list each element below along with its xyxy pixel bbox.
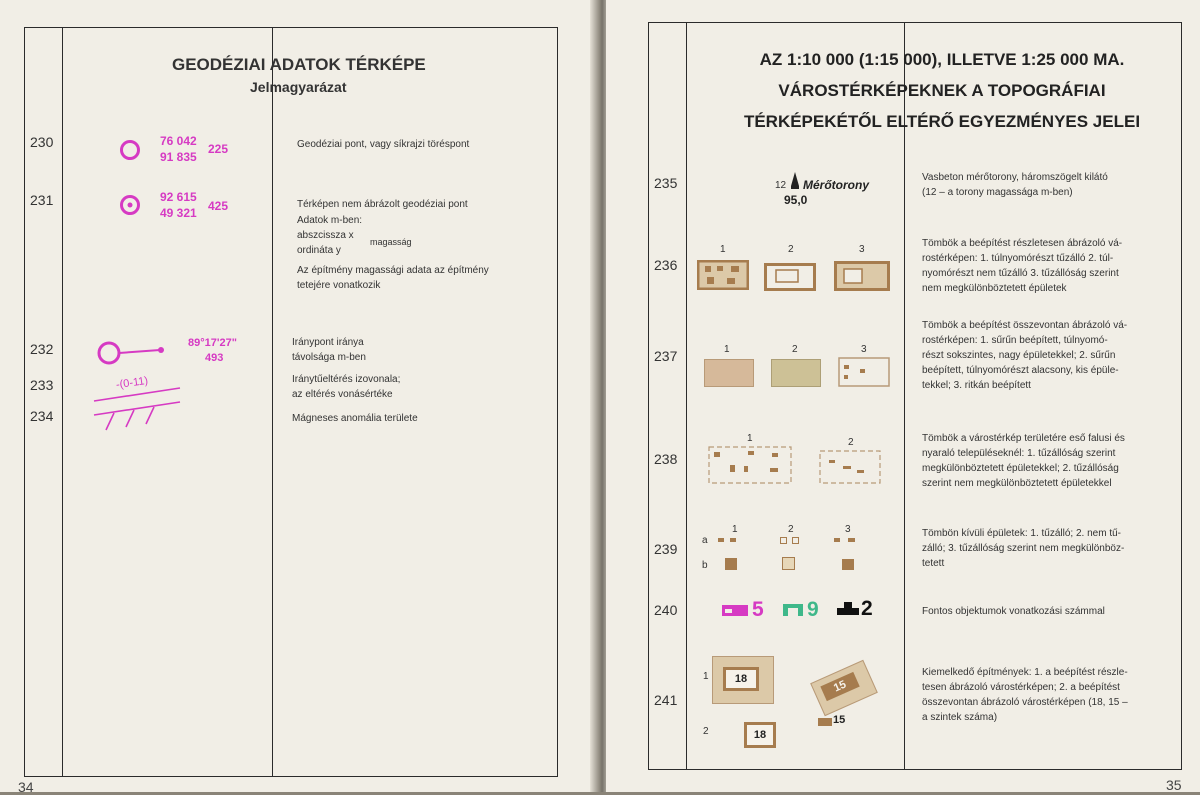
landmark-block-icon [712,656,774,704]
row-description: nyomórészt nem tűzálló 3. tűzállóság szerint [922,268,1119,279]
symbol-label: 1 [732,524,738,535]
landmark-value: 18 [723,667,759,691]
row-description: Az építmény magassági adata az építmény [297,265,489,276]
row-description: az eltérés vonásértéke [292,389,393,400]
row-number: 240 [654,602,678,618]
row-description: Iránytűeltérés izovonala; [292,374,401,385]
symbol-label: 3 [845,524,851,535]
page-title: GEODÉZIAI ADATOK TÉRKÉPE [172,55,426,74]
row-number: 236 [654,257,678,273]
row-number: 231 [30,192,54,208]
row-description: összevontan ábrázoló várostérképen (18, 15 – [922,697,1128,708]
row-description: Térképen nem ábrázolt geodéziai pont [297,199,468,210]
left-column-divider [62,27,63,777]
building-icon [848,538,855,542]
row-description: a szintek száma) [922,712,998,723]
coord-y: 91 835 [160,150,197,164]
row-description: megkülönböztetett épületekkel; 2. tűzállóság [922,463,1119,474]
row-description: szerint nem megkülönböztetett épületekkel [922,478,1112,489]
magenta-object-icon [722,603,750,617]
symbol-label: 1 [720,244,726,255]
row-description: Kiemelkedő építmények: 1. a beépítést részle- [922,667,1128,678]
page-number: 34 [18,779,34,795]
unmapped-geodetic-point-icon [118,193,142,217]
symbol-label: 2 [848,437,854,448]
tower-name: Mérőtorony [803,178,869,192]
row-description: zálló; 3. tűzállóság szerint nem megkülönböz- [922,543,1125,554]
row-description: rostérképen: 1. sűrűn beépített, túlnyomó- [922,335,1108,346]
building-icon [818,718,832,726]
object-number: 5 [752,598,764,621]
coord-x: 76 042 [160,134,197,148]
symbol-label: 1 [747,433,753,444]
coord-x: 92 615 [160,190,197,204]
row-description: (12 – a torony magassága m-ben) [922,187,1073,198]
row-number: 239 [654,541,678,557]
building-icon [725,558,737,570]
building-icon [834,538,840,542]
row-number: 232 [30,341,54,357]
right-page [606,0,1200,792]
building-icon [842,559,854,570]
dense-highrise-block-icon [704,359,754,387]
symbol-label: 2 [788,524,794,535]
landmark-value: 15 [833,714,846,726]
row-description: tetejére vonatkozik [297,280,381,291]
direction-distance: 493 [205,352,224,364]
building-icon [730,538,736,542]
page-subtitle: Jelmagyarázat [250,79,347,95]
block-nonfireproof-icon [764,263,816,291]
row-description: részt sokszintes, nagy épületekkel; 2. sűrűn [922,350,1116,361]
building-icon [718,538,724,542]
height-value: 425 [208,199,229,213]
symbol-label: 1 [703,671,709,682]
row-description: Tömbön kívüli épületek: 1. tűzálló; 2. nem tű- [922,528,1121,539]
black-object-icon [837,600,861,616]
direction-point-icon [96,340,168,366]
row-description: abszcissza x [297,230,354,241]
row-number: 238 [654,451,678,467]
object-number: 2 [861,597,873,620]
direction-angle: 89°17'27" [188,337,237,349]
tower-height: 12 [775,180,787,191]
symbol-label: 1 [724,344,730,355]
coord-y: 49 321 [160,206,197,220]
village-block-mixed-icon [819,450,881,484]
row-description: beépített, túlnyomórészt alacsony, kis épüle- [922,365,1119,376]
row-description: Tömbök a várostérkép területére eső falusi és [922,433,1125,444]
row-description: rostérképen: 1. túlnyomórészt tűzálló 2. túl- [922,253,1114,264]
row-number: 234 [30,408,54,424]
row-number: 241 [654,692,678,708]
row-description: Vasbeton mérőtorony, háromszögelt kilátó [922,172,1108,183]
dense-lowrise-block-icon [771,359,821,387]
row-description: Tömbök a beépítést részletesen ábrázoló vá- [922,238,1123,249]
row-description: Tömbök a beépítést összevontan ábrázoló vá- [922,320,1128,331]
row-letter: b [702,560,708,571]
sparse-block-icon [838,357,890,387]
symbol-label: 2 [703,726,709,737]
magnetic-anomaly-icon [92,398,184,434]
row-description: Mágneses anomália területe [292,413,418,424]
symbol-label: 2 [792,344,798,355]
row-description: távolsága m-ben [292,352,366,363]
tower-elevation: 95,0 [784,193,808,207]
symbol-label: 2 [788,244,794,255]
symbol-label: 3 [859,244,865,255]
block-mixed-icon [834,261,890,291]
row-description: tesen ábrázoló várostérképen; 2. a beépítést [922,682,1120,693]
building-icon [792,537,799,544]
height-value: 225 [208,142,229,156]
isoline-label: -(0-11) [115,374,149,392]
row-description: nem megkülönböztetett épületek [922,283,1067,294]
object-number: 9 [807,598,819,621]
row-description: Geodéziai pont, vagy síkrajzi töréspont [297,139,470,150]
green-object-icon [783,603,805,617]
tower-icon [789,171,801,191]
row-description: ordináta y [297,245,341,256]
row-description: nyaraló településeknél: 1. tűzállóság szerint [922,448,1116,459]
page-title-line-3: TÉRKÉPEKÉTŐL ELTÉRŐ EGYEZMÉNYES JELEI [743,112,1141,131]
left-column-divider-2 [272,27,273,777]
village-block-fireproof-icon [708,446,792,484]
row-description: Adatok m-ben: [297,215,363,226]
row-description: tekkel; 3. ritkán beépített [922,380,1031,391]
page-number: 35 [1166,777,1182,793]
symbol-label: 3 [861,344,867,355]
landmark-value: 18 [744,722,776,748]
row-number: 235 [654,175,678,191]
block-fireproof-icon [697,260,749,290]
building-icon [780,537,787,544]
right-column-divider [686,22,687,770]
page-title-line-1: AZ 1:10 000 (1:15 000), ILLETVE 1:25 000 MA. [759,50,1125,69]
row-letter: a [702,535,708,546]
landmark-value: 15 [820,672,859,701]
left-page [0,0,596,795]
row-number: 230 [30,134,54,150]
row-number: 233 [30,377,54,393]
page-title-line-2: VÁROSTÉRKÉPEKNEK A TOPOGRÁFIAI [778,81,1106,100]
geodetic-point-icon [118,138,142,162]
row-description: tetett [922,558,945,569]
row-number: 237 [654,348,678,364]
magassag-label: magasság [370,237,412,247]
row-description: Iránypont iránya [292,337,364,348]
building-icon [782,557,795,570]
row-description: Fontos objektumok vonatkozási számmal [922,606,1105,617]
